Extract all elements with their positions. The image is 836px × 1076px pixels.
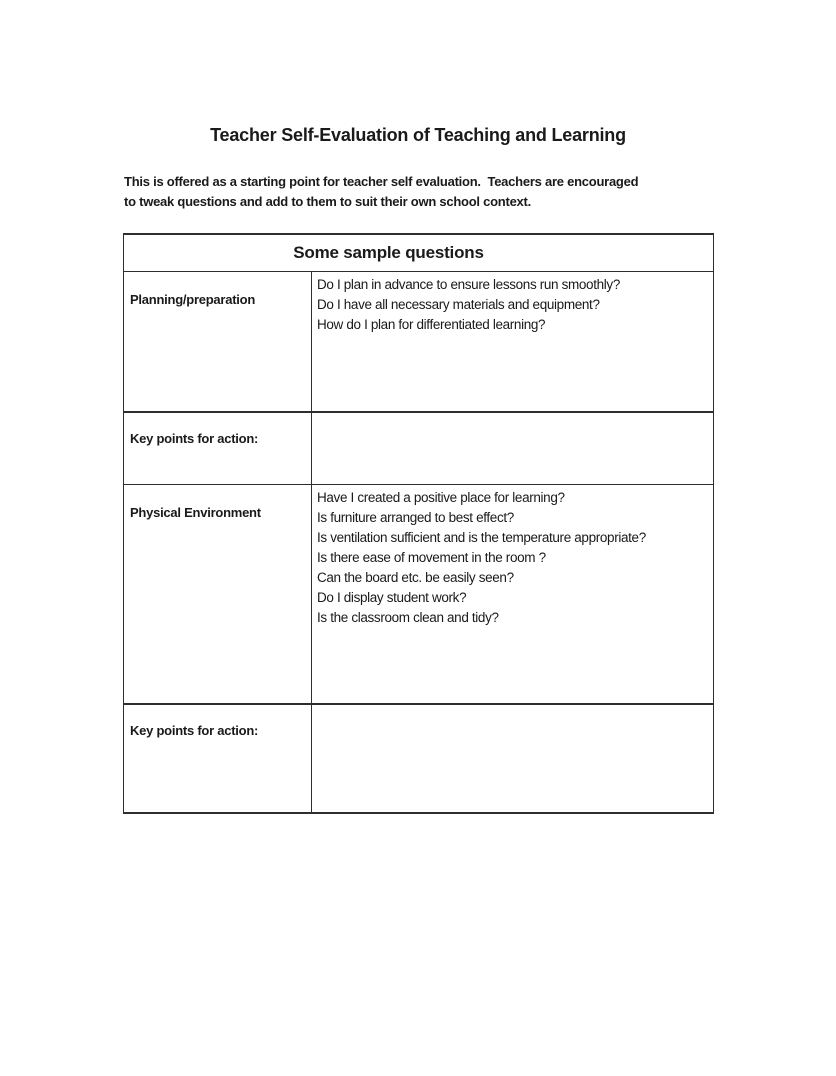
question-line: Have I created a positive place for learning? <box>317 490 565 505</box>
table-row-key-points-1 <box>124 413 713 485</box>
table-header-row <box>124 235 713 272</box>
question-line: Do I display student work? <box>317 590 467 605</box>
question-line: Is there ease of movement in the room ? <box>317 550 546 565</box>
answer-cell-key-points-2 <box>312 705 713 812</box>
row-label-key-points-2: Key points for action: <box>124 705 312 812</box>
question-line: Is ventilation sufficient and is the temperature appropriate? <box>317 530 646 545</box>
intro-paragraph <box>124 172 784 212</box>
questions-cell-physical-environment <box>312 485 713 703</box>
table-row-planning <box>124 272 713 413</box>
intro-line-1: This is offered as a starting point for teacher self evaluation. Teachers are encouraged <box>124 174 639 189</box>
row-label-planning: Planning/preparation <box>124 272 312 411</box>
question-line: Is the classroom clean and tidy? <box>317 610 499 625</box>
table-row-key-points-2 <box>124 705 713 812</box>
table-header-title: Some sample questions <box>293 243 484 262</box>
question-line: Is furniture arranged to best effect? <box>317 510 514 525</box>
answer-cell-key-points-1 <box>312 413 713 484</box>
row-label-physical-environment: Physical Environment <box>124 485 312 703</box>
question-line: Do I have all necessary materials and equipment? <box>317 297 600 312</box>
question-line: How do I plan for differentiated learning? <box>317 317 546 332</box>
intro-line-2: to tweak questions and add to them to suit their own school context. <box>124 194 531 209</box>
question-line: Do I plan in advance to ensure lessons run smoothly? <box>317 277 620 292</box>
document-title: Teacher Self-Evaluation of Teaching and Learning <box>210 125 626 145</box>
sample-questions-table <box>123 233 714 814</box>
row-label-key-points-1: Key points for action: <box>124 413 312 484</box>
questions-cell-planning <box>312 272 713 411</box>
question-line: Can the board etc. be easily seen? <box>317 570 514 585</box>
table-row-physical-environment <box>124 485 713 705</box>
